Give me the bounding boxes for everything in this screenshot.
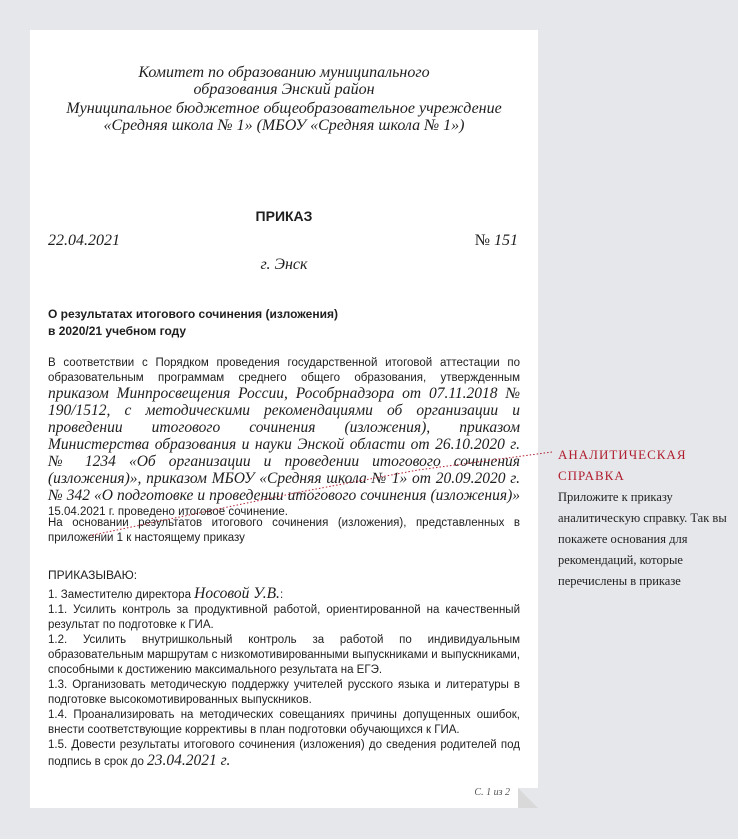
number-label: № <box>474 232 490 249</box>
preamble-text-end: 15.04.2021 г. проведено итоговое сочинение. <box>48 506 288 518</box>
deadline-date: 23.04.2021 г. <box>147 752 231 769</box>
deputy-name: Носовой У.В. <box>194 585 280 602</box>
order-item-1-4: 1.4. Проанализировать на методических совещаниях причины допущенных ошибок, внести соответствующие коррективы в план подготовки обучающихся к ГИА. <box>48 709 520 736</box>
order-heading: ПРИКАЗЫВАЮ: <box>48 568 138 582</box>
order-item-1-5: 1.5. Довести результаты итогового сочинения (изложения) до сведения родителей под подпись в срок до 23.04.2021 г. <box>48 739 520 769</box>
order-item-1: 1. Заместителю директора Носовой У.В.: <box>48 585 284 602</box>
order-items <box>48 586 520 770</box>
document-date: 22.04.2021 <box>48 232 120 249</box>
document-number <box>475 232 518 250</box>
number-value: 151 <box>494 232 518 249</box>
preamble-handwritten-references: приказом Минпросвещения России, Рособрнадзора от 07.11.2018 № 190/1512, с методическими рекомендациями об организации и проведении итогового сочинения (изложения), приказом Министерства образования и науки Энской области от 26.10.2020 г. № 1234 «Об организации и проведении итогового сочинения (изложения)», приказом МБОУ «Средняя школа № 1» от 20.09.2020 г. № 342 «О подготовке и проведении итогового сочинения (изложения)» <box>48 385 520 504</box>
org-committee: Комитет по образованию муниципального образования Энский район <box>138 64 430 98</box>
margin-note <box>558 444 728 592</box>
order-item-1-3: 1.3. Организовать методическую поддержку учителей русского языка и литературы в подготовке высокомотивированных выпускников. <box>48 679 520 706</box>
document-subject: О результатах итогового сочинения (изложения) в 2020/21 учебном году <box>48 307 338 338</box>
document-title: ПРИКАЗ <box>255 208 313 224</box>
preamble-paragraph <box>48 356 520 520</box>
page-number: С. 1 из 2 <box>474 787 510 798</box>
org-school: Муниципальное бюджетное общеобразовательное учреждение «Средняя школа № 1» (МБОУ «Средняя школа № 1») <box>66 100 502 134</box>
note-body: Приложите к приказу аналитическую справку. Так вы покажете основания для рекомендаций, которые перечислены в приказе <box>558 490 727 588</box>
order-item-1-1: 1.1. Усилить контроль за продуктивной работой, ориентированной на качественный результат по подготовке к ГИА. <box>48 604 520 631</box>
document-city: г. Энск <box>260 256 308 273</box>
page-fold-corner <box>518 788 538 808</box>
note-title: АНАЛИТИЧЕСКАЯ СПРАВКА <box>558 447 687 483</box>
preamble-text-start: В соответствии с Порядком проведения государственной итоговой аттестации по образовательным программам среднего общего образования, утвержденным <box>48 357 520 384</box>
document-page <box>30 30 538 808</box>
basis-paragraph: На основании результатов итогового сочинения (изложения), представленных в приложении 1 к настоящему приказу <box>48 517 520 544</box>
order-item-1-2: 1.2. Усилить внутришкольный контроль за работой по индивидуальным образовательным маршрутам с низкомотивированными выпускниками и выпускниками, способными к достижению максимального результата на ЕГЭ. <box>48 634 520 676</box>
